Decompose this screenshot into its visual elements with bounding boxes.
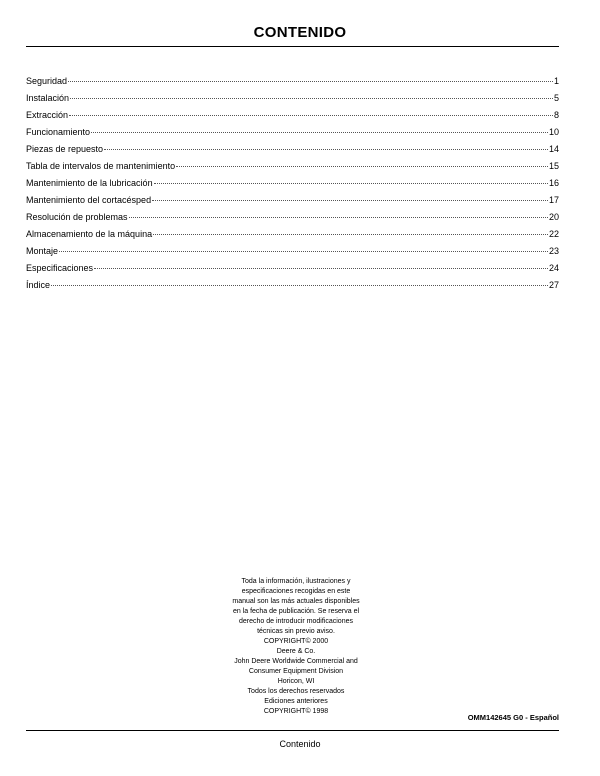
toc-entry-instalacion[interactable] (26, 90, 559, 107)
toc-entry-label: Índice (26, 280, 51, 290)
toc-entry-page: 14 (548, 144, 559, 154)
toc-leader-dots (129, 217, 548, 218)
toc-entry-resolucion-de-problemas[interactable] (26, 209, 559, 226)
copyright-line: COPYRIGHT© 1998 (263, 708, 329, 715)
copyright-line: Todos los derechos reservados (247, 688, 345, 695)
toc-entry-page: 22 (548, 229, 559, 239)
toc-entry-mantenimiento-cortacesped[interactable] (26, 192, 559, 209)
toc-entry-page: 24 (548, 263, 559, 273)
toc-entry-tabla-de-intervalos[interactable] (26, 158, 559, 175)
toc-leader-dots (51, 285, 548, 286)
toc-leader-dots (68, 81, 553, 82)
toc-entry-label: Extracción (26, 110, 69, 120)
toc-entry-page: 16 (548, 178, 559, 188)
copyright-line: Horicon, WI (277, 678, 315, 685)
toc-entry-page: 1 (553, 76, 559, 86)
toc-entry-page: 5 (553, 93, 559, 103)
toc-leader-dots (153, 234, 548, 235)
copyright-line: técnicas sin previo aviso. (257, 628, 335, 635)
copyright-line: John Deere Worldwide Commercial and (234, 658, 358, 665)
toc-entry-label: Mantenimiento del cortacésped (26, 195, 152, 205)
toc-entry-label: Resolución de problemas (26, 212, 128, 222)
toc-entry-page: 10 (548, 127, 559, 137)
toc-entry-piezas-de-repuesto[interactable] (26, 141, 559, 158)
toc-entry-funcionamiento[interactable] (26, 124, 559, 141)
copyright-notice (211, 577, 381, 717)
document-code: OMM142645 G0 - Español (467, 713, 559, 722)
toc-entry-almacenamiento[interactable] (26, 226, 559, 243)
toc-leader-dots (176, 166, 548, 167)
toc-leader-dots (154, 183, 548, 184)
toc-entry-label: Instalación (26, 93, 70, 103)
copyright-line: especificaciones recogidas en este (241, 588, 351, 595)
footer-label: Contenido (279, 739, 321, 749)
toc-entry-page: 8 (553, 110, 559, 120)
toc-entry-mantenimiento-lubricacion[interactable] (26, 175, 559, 192)
toc-leader-dots (59, 251, 548, 252)
toc-entry-label: Montaje (26, 246, 59, 256)
copyright-line: COPYRIGHT© 2000 (263, 638, 329, 645)
toc-leader-dots (104, 149, 548, 150)
toc-entry-page: 15 (548, 161, 559, 171)
page-title: CONTENIDO (253, 24, 347, 41)
toc-leader-dots (70, 98, 553, 99)
toc-entry-label: Especificaciones (26, 263, 94, 273)
title-divider (26, 46, 559, 47)
toc-entry-label: Mantenimiento de la lubricación (26, 178, 153, 188)
toc-entry-label: Almacenamiento de la máquina (26, 229, 153, 239)
toc-entry-indice[interactable] (26, 277, 559, 294)
toc-entry-seguridad[interactable] (26, 73, 559, 90)
toc-entry-label: Funcionamiento (26, 127, 91, 137)
footer-divider (26, 730, 559, 731)
toc-entry-label: Piezas de repuesto (26, 144, 104, 154)
toc-leader-dots (94, 268, 548, 269)
copyright-line: Toda la información, ilustraciones y (241, 578, 351, 585)
toc-entry-label: Tabla de intervalos de mantenimiento (26, 161, 176, 171)
toc-entry-label: Seguridad (26, 76, 68, 86)
toc-entry-page: 20 (548, 212, 559, 222)
toc-entry-especificaciones[interactable] (26, 260, 559, 277)
copyright-line: derecho de introducir modificaciones (238, 618, 353, 625)
toc-leader-dots (69, 115, 553, 116)
toc-leader-dots (91, 132, 548, 133)
toc-entry-page: 17 (548, 195, 559, 205)
copyright-line: en la fecha de publicación. Se reserva el (232, 608, 360, 615)
table-of-contents (26, 73, 559, 294)
copyright-line: Deere & Co. (276, 648, 316, 655)
copyright-line: Consumer Equipment Division (248, 668, 344, 675)
copyright-line: Ediciones anteriores (264, 698, 328, 705)
toc-entry-page: 23 (548, 246, 559, 256)
toc-entry-extraccion[interactable] (26, 107, 559, 124)
copyright-line: manual son las más actuales disponibles (232, 598, 360, 605)
toc-leader-dots (152, 200, 548, 201)
toc-entry-page: 27 (548, 280, 559, 290)
toc-entry-montaje[interactable] (26, 243, 559, 260)
